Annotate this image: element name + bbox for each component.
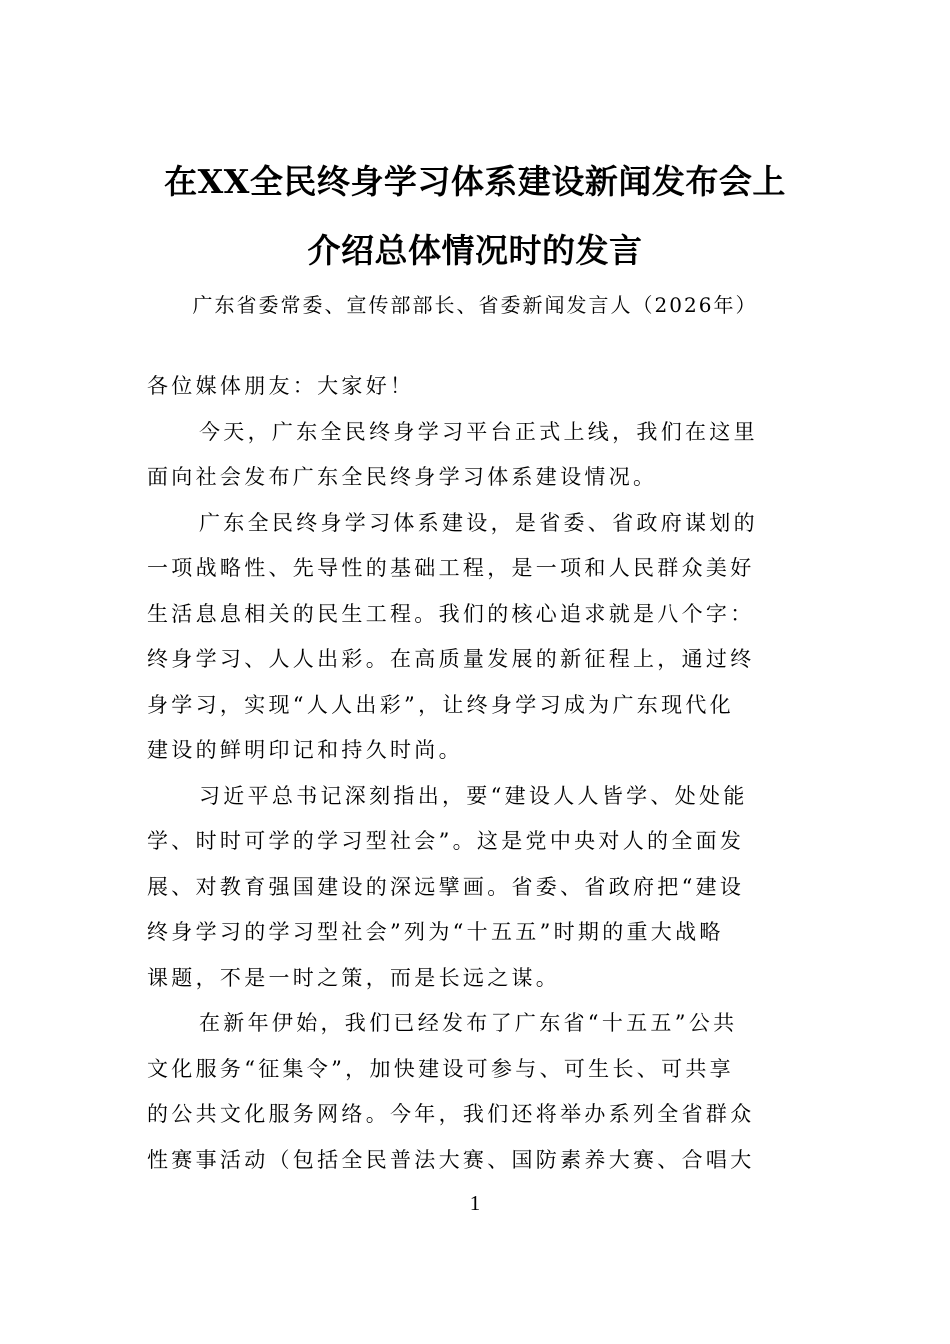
body-line: 课题，不是一时之策，而是长远之谋。 — [147, 965, 561, 990]
body-line: 建设的鲜明印记和持久时尚。 — [147, 738, 463, 762]
body-line: 终身学习的学习型社会”列为“十五五”时期的重大战略 — [147, 920, 724, 944]
speech-body — [147, 364, 787, 1183]
body-line: 终身学习、人人出彩。在高质量发展的新征程上，通过终 — [147, 647, 755, 671]
body-line: 习近平总书记深刻指出，要“建设人人皆学、处处能 — [199, 783, 748, 808]
body-line: 今天，广东全民终身学习平台正式上线，我们在这里 — [199, 419, 758, 444]
body-line: 身学习，实现“人人出彩”，让终身学习成为广东现代化 — [147, 692, 734, 717]
body-line: 的公共文化服务网络。今年，我们还将举办系列全省群众 — [147, 1102, 755, 1126]
salutation-line: 各位媒体朋友：大家好！ — [147, 374, 415, 398]
body-line: 文化服务“征集令”，加快建设可参与、可生长、可共享 — [147, 1056, 734, 1081]
document-title-line-1: 在XX全民终身学习体系建设新闻发布会上 — [164, 162, 786, 201]
page-number: 1 — [469, 1191, 481, 1215]
speaker-byline: 广东省委常委、宣传部部长、省委新闻发言人（2026年） — [192, 293, 758, 317]
body-line: 一项战略性、先导性的基础工程，是一项和人民群众美好 — [147, 556, 755, 580]
body-line: 生活息息相关的民生工程。我们的核心追求就是八个字： — [147, 601, 755, 626]
body-line: 性赛事活动（包括全民普法大赛、国防素养大赛、合唱大 — [147, 1147, 755, 1172]
body-line: 广东全民终身学习体系建设，是省委、省政府谋划的 — [199, 510, 758, 535]
body-line: 学、时时可学的学习型社会”。这是党中央对人的全面发 — [147, 829, 745, 853]
body-line: 在新年伊始，我们已经发布了广东省“十五五”公共 — [199, 1011, 738, 1035]
body-line: 展、对教育强国建设的深远擘画。省委、省政府把“建设 — [147, 874, 745, 899]
body-line: 面向社会发布广东全民终身学习体系建设情况。 — [147, 465, 658, 489]
document-title-line-2: 介绍总体情况时的发言 — [307, 231, 643, 270]
